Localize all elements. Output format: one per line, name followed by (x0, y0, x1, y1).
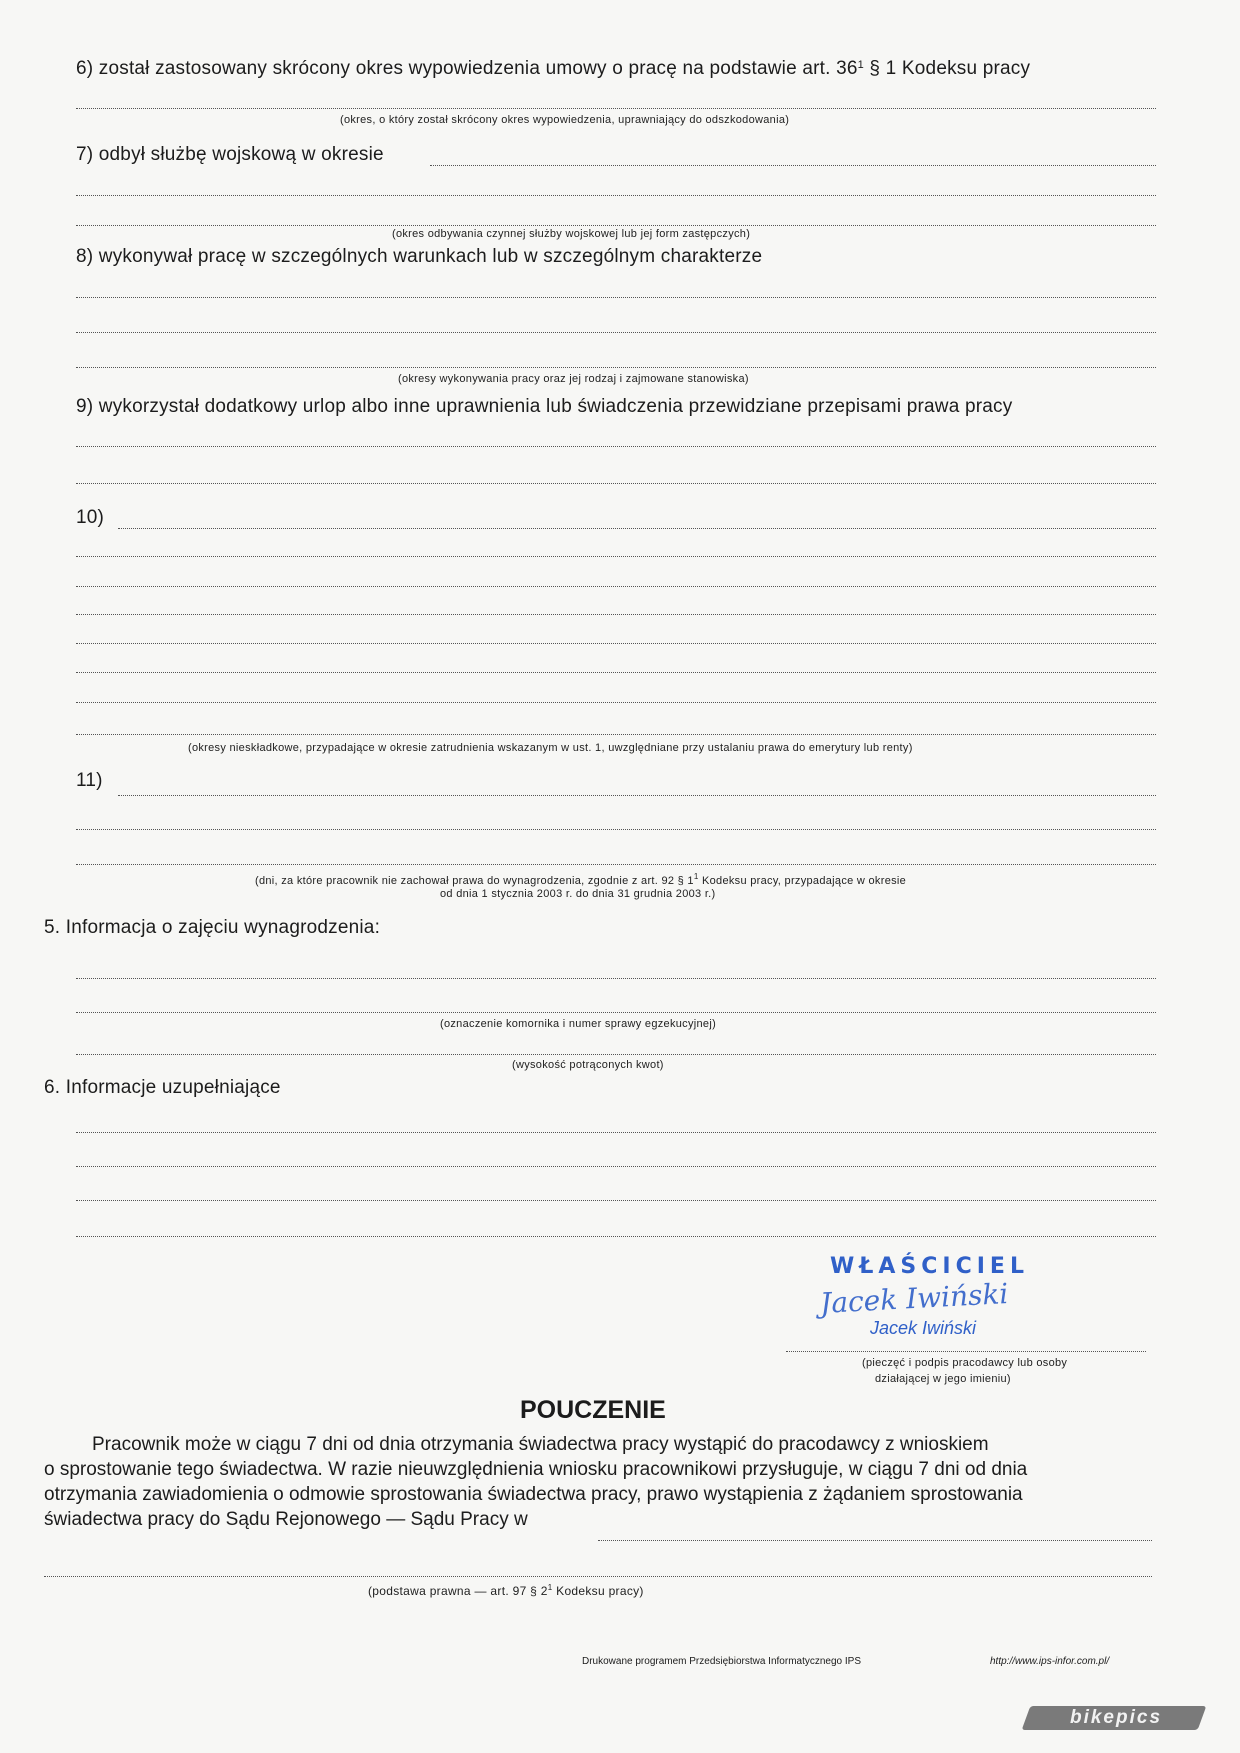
item-11-line-1[interactable] (118, 795, 1156, 796)
item-7-line-3[interactable] (76, 225, 1156, 226)
section-6-line-2[interactable] (76, 1166, 1156, 1167)
pouczenie-line-2: o sprostowanie tego świadectwa. W razie nieuwzględnienia wniosku pracownikowi przysługuje, w ciągu 7 dni od dnia (44, 1459, 1028, 1480)
item-10-line-7[interactable] (76, 702, 1156, 703)
section-6-line-4[interactable] (76, 1236, 1156, 1237)
section-5-title: 5. Informacja o zajęciu wynagrodzenia: (44, 917, 381, 938)
legal-basis: (podstawa prawna — art. 97 § $2^1$ Kodeksu pracy) (368, 1583, 644, 1598)
item-11-caption: (dni, za które pracownik nie zachował prawa do wynagrodzenia, zgodnie z art. 92 § $1^1$ Kodeksu pracy, przypadające w okresie (255, 872, 907, 887)
item-11-caption-line2: od dnia 1 stycznia 2003 r. do dnia 31 grudnia 2003 r.) (440, 888, 716, 900)
stamp-title: WŁAŚCICIEL (830, 1254, 1029, 1279)
item-7-caption: (okres odbywania czynnej służby wojskowej lub jej form zastępczych) (392, 228, 751, 240)
item-9-label: 9) wykorzystał dodatkowy urlop albo inne uprawnienia lub świadczenia przewidziane przepisami prawa pracy (76, 396, 1013, 417)
publisher-url[interactable]: http://www.ips-infor.com.pl/ (990, 1656, 1110, 1667)
item-10-line-2[interactable] (76, 556, 1156, 557)
signature-line[interactable] (786, 1351, 1146, 1352)
stamp-name: Jacek Iwiński (870, 1318, 977, 1338)
item-7-line-2[interactable] (76, 195, 1156, 196)
court-line[interactable] (598, 1540, 1152, 1541)
pouczenie-title: POUCZENIE (520, 1396, 666, 1424)
item-11-label: 11) (76, 770, 103, 791)
section-5-line-1[interactable] (76, 978, 1156, 979)
section-6-line-3[interactable] (76, 1200, 1156, 1201)
item-10-label: 10) (76, 507, 105, 528)
item-10-line-6[interactable] (76, 672, 1156, 673)
item-11-line-3[interactable] (76, 864, 1156, 865)
section-6-line-1[interactable] (76, 1132, 1156, 1133)
item-10-line-3[interactable] (76, 586, 1156, 587)
pouczenie-text (44, 1432, 1164, 1532)
item-11-line-2[interactable] (76, 829, 1156, 830)
item-8-line-3[interactable] (76, 367, 1156, 368)
section-5-caption-2: (wysokość potrąconych kwot) (512, 1059, 664, 1071)
pouczenie-line-1: Pracownik może w ciągu 7 dni od dnia otrzymania świadectwa pracy wystąpić do pracodawcy z wnioskiem (92, 1434, 989, 1455)
court-line-2[interactable] (44, 1576, 1152, 1577)
section-5-caption-1: (oznaczenie komornika i numer sprawy egzekucyjnej) (440, 1018, 717, 1030)
item-8-line-2[interactable] (76, 332, 1156, 333)
item-9-line-1[interactable] (76, 446, 1156, 447)
item-8-line-1[interactable] (76, 297, 1156, 298)
section-5-line-2[interactable] (76, 1012, 1156, 1013)
item-10-caption: (okresy nieskładkowe, przypadające w okresie zatrudnienia wskazanym w ust. 1, uwzględniane przy ustalaniu prawa do emerytury lub renty) (188, 742, 913, 754)
section-6-title: 6. Informacje uzupełniające (44, 1077, 281, 1098)
watermark-text: bikepics (1069, 1707, 1163, 1728)
printed-by: Drukowane programem Przedsiębiorstwa Informatycznego IPS (582, 1656, 862, 1667)
item-8-caption: (okresy wykonywania pracy oraz jej rodzaj i zajmowane stanowiska) (398, 373, 749, 385)
item-6-line[interactable] (76, 108, 1156, 109)
signature: Jacek Iwiński (819, 1277, 1010, 1320)
section-5-line-3[interactable] (76, 1054, 1156, 1055)
item-7-label: 7) odbył służbę wojskową w okresie (76, 144, 384, 165)
pouczenie-line-4: świadectwa pracy do Sądu Rejonowego — Sądu Pracy w (44, 1509, 528, 1530)
item-6-label: 6) został zastosowany skrócony okres wypowiedzenia umowy o pracę na podstawie art. $36^1$ § 1 Kodeksu pracy (76, 58, 1031, 79)
item-10-line-1[interactable] (118, 528, 1156, 529)
item-8-label: 8) wykonywał pracę w szczególnych warunkach lub w szczególnym charakterze (76, 246, 763, 267)
item-7-line-1[interactable] (430, 165, 1156, 166)
item-10-line-8[interactable] (76, 734, 1156, 735)
pouczenie-line-3: otrzymania zawiadomienia o odmowie sprostowania świadectwa pracy, prawo wystąpienia z żądaniem sprostowania (44, 1484, 1023, 1505)
signature-caption-1: (pieczęć i podpis pracodawcy lub osoby (862, 1357, 1068, 1369)
item-6-caption: (okres, o który został skrócony okres wypowiedzenia, uprawniający do odszkodowania) (340, 114, 790, 126)
item-10-line-5[interactable] (76, 643, 1156, 644)
item-9-line-2[interactable] (76, 483, 1156, 484)
signature-caption-2: działającej w jego imieniu) (875, 1373, 1011, 1385)
item-10-line-4[interactable] (76, 614, 1156, 615)
